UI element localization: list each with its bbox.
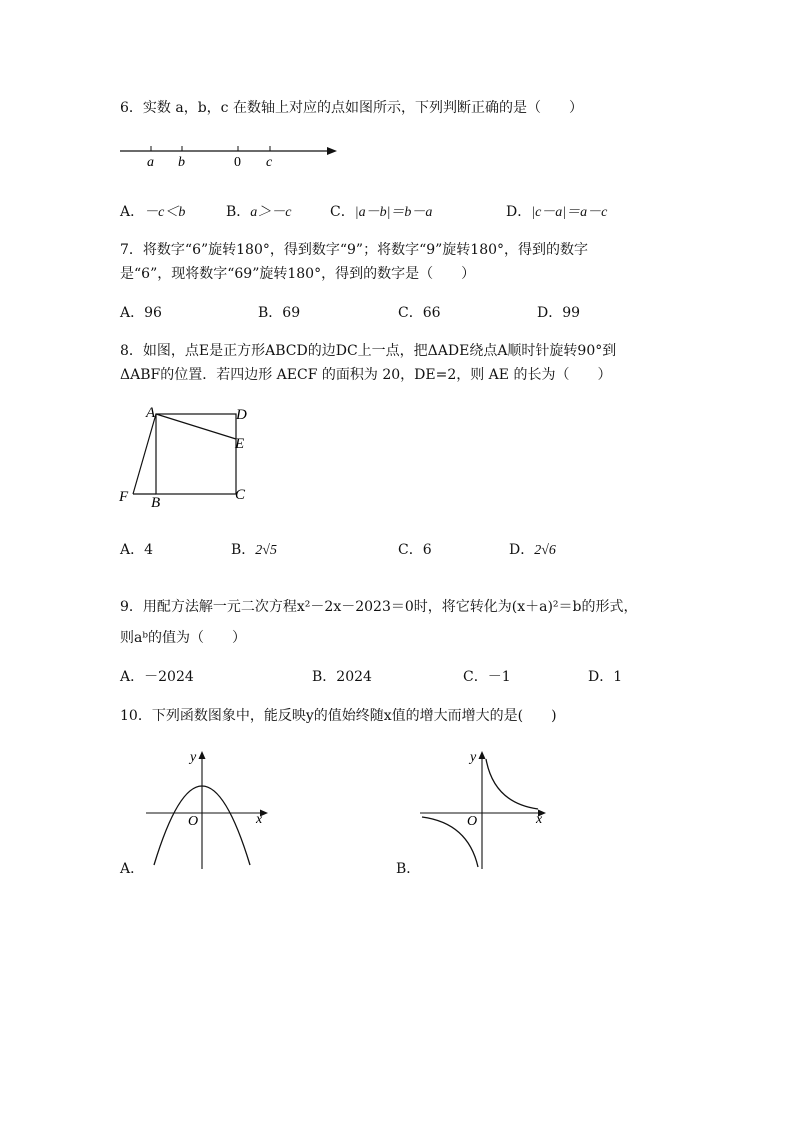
point-label-b: B [151, 495, 161, 511]
q10-graph-b-hyperbola[interactable] [416, 745, 556, 875]
q10-stem: 10．下列函数图象中，能反映y的值始终随x值的增大而增大的是( ) [120, 708, 557, 724]
q10-option-b[interactable]: B． [396, 861, 421, 877]
q7-stem-line1: 7．将数字“6”旋转180°，得到数字“9”；将数字“9”旋转180°，得到的数字 [120, 242, 589, 258]
q8-stem-line1: 8．如图，点E是正方形ABCD的边DC上一点，把ΔADE绕点A顺时针旋转90°到 [120, 343, 617, 359]
axis-label-c: c [266, 155, 273, 170]
q7-stem-line2: 是“6”，现将数字“69”旋转180°，得到的数字是（ ） [120, 266, 476, 282]
point-label-d: D [236, 407, 247, 423]
q6-number-line [115, 138, 345, 174]
point-label-a: A [146, 405, 156, 421]
q6-option-c[interactable]: C．|a－b|＝b－a [330, 204, 433, 220]
q10-graph-a-parabola[interactable] [140, 745, 280, 875]
q9-stem-line2: 则aᵇ的值为（ ） [120, 630, 246, 646]
q9-option-a[interactable]: A．－2024 [120, 669, 194, 685]
q9-option-c[interactable]: C．－1 [463, 669, 511, 685]
point-label-c: C [235, 487, 246, 503]
q7-option-d[interactable]: D．99 [537, 305, 581, 321]
graph-b-x-label: x [536, 812, 543, 827]
point-label-f: F [119, 489, 129, 505]
graph-b-y-label: y [470, 750, 477, 765]
q6-option-a[interactable]: A．－c＜b [120, 204, 186, 220]
axis-label-zero: 0 [234, 155, 241, 170]
q8-square-figure [112, 402, 262, 512]
q8-option-d[interactable]: D．2√6 [509, 542, 556, 558]
q9-option-b[interactable]: B．2024 [312, 669, 372, 685]
q8-option-c[interactable]: C．6 [398, 542, 432, 558]
q9-option-d[interactable]: D．1 [588, 669, 623, 685]
q7-option-b[interactable]: B．69 [258, 305, 301, 321]
q8-option-b[interactable]: B．2√5 [231, 542, 277, 558]
graph-a-origin-label: O [188, 814, 199, 829]
graph-a-x-label: x [256, 812, 263, 827]
q6-option-b[interactable]: B．a＞－c [226, 204, 292, 220]
q7-option-c[interactable]: C．66 [398, 305, 441, 321]
axis-label-a: a [147, 155, 154, 170]
graph-a-y-label: y [190, 750, 197, 765]
q8-stem-line2: ΔABF的位置．若四边形 AECF 的面积为 20，DE=2，则 AE 的长为（ ） [120, 367, 612, 383]
graph-b-origin-label: O [467, 814, 478, 829]
q10-option-a[interactable]: A． [120, 861, 145, 877]
q6-option-d[interactable]: D．|c－a|＝a－c [506, 204, 608, 220]
q8-option-a[interactable]: A．4 [120, 542, 154, 558]
axis-label-b: b [178, 155, 185, 170]
q6-stem: 6．实数 a，b，c 在数轴上对应的点如图所示，下列判断正确的是（ ） [120, 100, 583, 116]
q9-stem-line1: 9．用配方法解一元二次方程x²－2x－2023＝0时，将它转化为(x＋a)²＝b的形式， [120, 599, 638, 615]
q7-option-a[interactable]: A．96 [120, 305, 162, 321]
point-label-e: E [235, 436, 245, 452]
